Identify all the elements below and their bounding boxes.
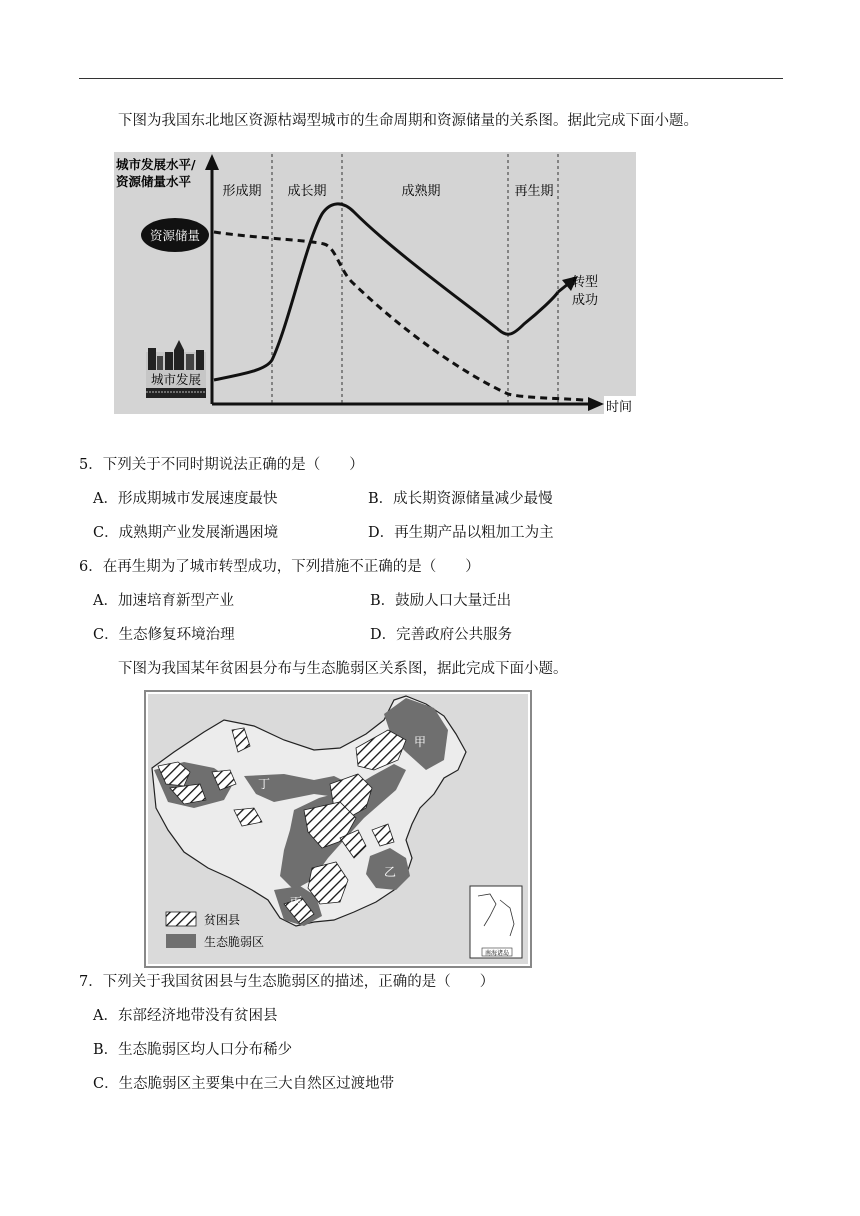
- city-lifecycle-figure: [114, 152, 636, 416]
- q5-option-a: A．形成期城市发展速度最快: [93, 491, 278, 507]
- label-yi: 乙: [383, 865, 397, 879]
- y-axis-label-line1: 城市发展水平/: [116, 157, 196, 172]
- legend-poor-label: 贫困县: [204, 913, 241, 927]
- label-bing: 丙: [289, 895, 303, 909]
- q6-option-d: D．完善政府公共服务: [370, 627, 513, 643]
- label-ding: 丁: [257, 777, 271, 791]
- q6-option-a: A．加速培育新型产业: [93, 593, 234, 609]
- q6-option-b: B．鼓励人口大量迁出: [370, 593, 512, 609]
- label-jia: 甲: [413, 735, 427, 749]
- stage-label-regeneration: 再生期: [514, 184, 554, 199]
- transform-label-line1: 转型: [572, 275, 599, 290]
- stage-label-formation: 形成期: [222, 184, 262, 199]
- intro-text-2: 下图为我国某年贫困县分布与生态脆弱区关系图，据此完成下面小题。: [118, 661, 568, 677]
- inset-label: 南海诸岛: [484, 950, 510, 957]
- q7-option-a: A．东部经济地带没有贫困县: [93, 1008, 278, 1024]
- header-rule: [79, 78, 783, 79]
- q7-stem: 7．下列关于我国贫困县与生态脆弱区的描述，正确的是（ ）: [79, 974, 495, 990]
- poverty-fragile-map: [144, 690, 532, 968]
- stage-label-mature: 成熟期: [401, 184, 441, 199]
- city-development-label: 城市发展: [150, 372, 202, 387]
- intro-text-1: 下图为我国东北地区资源枯竭型城市的生命周期和资源储量的关系图。据此完成下面小题。: [118, 113, 698, 129]
- south-china-sea-inset: [470, 886, 522, 958]
- q6-option-c: C．生态修复环境治理: [93, 627, 235, 643]
- q7-option-c: C．生态脆弱区主要集中在三大自然区过渡地带: [93, 1076, 395, 1092]
- q5-stem: 5．下列关于不同时期说法正确的是（ ）: [79, 457, 364, 473]
- legend-fragile-swatch: [166, 934, 196, 948]
- x-axis-label: 时间: [606, 400, 633, 415]
- legend-poor-swatch: [166, 912, 196, 926]
- q6-stem: 6．在再生期为了城市转型成功，下列措施不正确的是（ ）: [79, 559, 480, 575]
- q5-option-b: B．成长期资源储量减少最慢: [368, 491, 553, 507]
- q5-option-c: C．成熟期产业发展渐遇困境: [93, 525, 279, 541]
- y-axis-label-line2: 资源储量水平: [116, 174, 192, 189]
- transform-label-line2: 成功: [572, 293, 599, 308]
- q7-option-b: B．生态脆弱区均人口分布稀少: [93, 1042, 293, 1058]
- q5-option-d: D．再生期产品以粗加工为主: [368, 525, 554, 541]
- stage-label-growth: 成长期: [287, 184, 327, 199]
- legend-fragile-label: 生态脆弱区: [204, 935, 265, 949]
- resource-label: 资源储量: [149, 228, 201, 243]
